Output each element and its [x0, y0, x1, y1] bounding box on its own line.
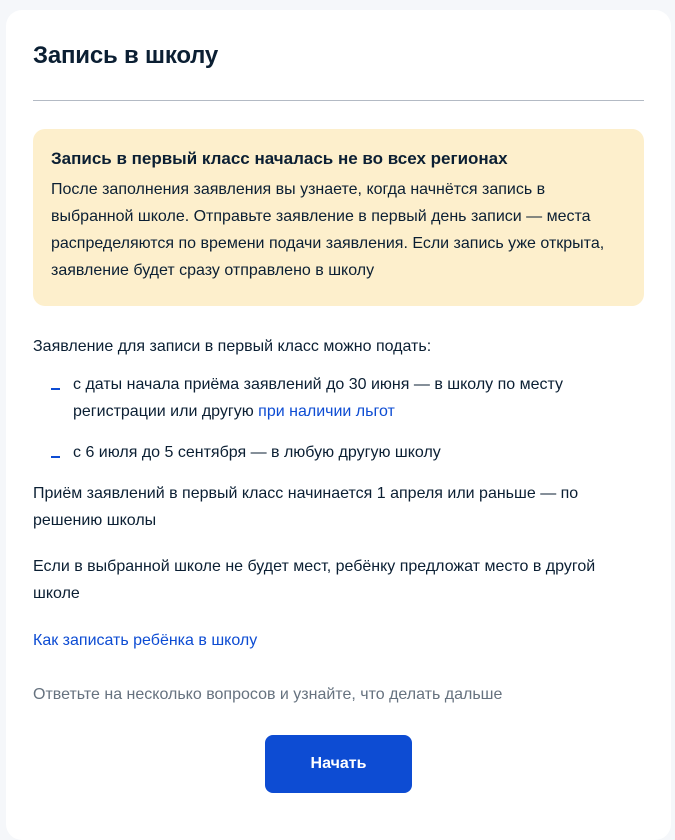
warning-notice — [33, 129, 644, 306]
list-item — [33, 371, 644, 425]
start-date-text: Приём заявлений в первый класс начинается 1 апреля или раньше — по решению школы — [33, 485, 579, 529]
notice-body: После заполнения заявления вы узнаете, когда начнётся запись в выбранной школе. Отправьте заявление в первый день записи — места распределяются по времени подачи заявления. Если запись уже открыта, заявление будет сразу отправлено в школу — [51, 181, 605, 279]
no-places-text: Если в выбранной школе не будет мест, ребёнку предложат место в другой школе — [33, 558, 596, 602]
list-item-text: с даты начала приёма заявлений до 30 июня — в школу по месту регистрации или другую — [73, 376, 564, 420]
list-item — [33, 439, 644, 466]
page-title: Запись в школу — [33, 42, 219, 69]
dash-bullet-icon — [51, 388, 60, 390]
benefits-link[interactable]: при наличии льгот — [258, 403, 395, 420]
start-button[interactable]: Начать — [265, 735, 412, 793]
submission-periods-list — [33, 371, 644, 466]
notice-title: Запись в первый класс началась не во всех регионах — [51, 149, 508, 168]
list-item-text: с 6 июля до 5 сентября — в любую другую школу — [73, 444, 441, 461]
main-card — [6, 10, 671, 840]
button-container — [33, 735, 644, 793]
how-to-enroll-link[interactable]: Как записать ребёнка в школу — [33, 632, 258, 649]
divider — [33, 100, 644, 101]
intro-text: Заявление для записи в первый класс можно подать: — [33, 338, 432, 355]
dash-bullet-icon — [51, 456, 60, 458]
hint-text: Ответьте на несколько вопросов и узнайте, что делать дальше — [33, 686, 503, 703]
